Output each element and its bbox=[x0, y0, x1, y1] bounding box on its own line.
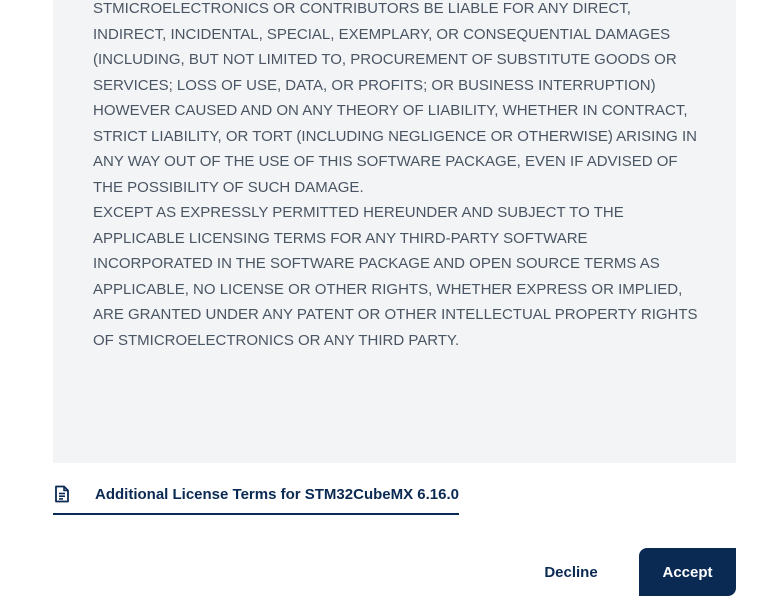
document-icon bbox=[53, 485, 71, 503]
decline-button[interactable]: Decline bbox=[527, 548, 615, 596]
license-paragraph: EXCEPT AS EXPRESSLY PERMITTED HEREUNDER AND SUBJECT TO THE APPLICABLE LICENSING TERMS FOR ANY THIRD-PARTY SOFTWARE INCORPORATED IN THE SOFTWARE PACKAGE AND OPEN SOURCE TERMS AS APPLICABLE, NO LICENSE OR OTHER RIGHTS, WHETHER EXPRESS OR IMPLIED, ARE GRANTED UNDER ANY PATENT OR OTHER INTELLECTUAL PROPERTY RIGHTS OF STMICROELECTRONICS OR ANY THIRD PARTY. bbox=[93, 204, 698, 349]
license-text bbox=[93, 0, 698, 353]
additional-license-terms-link[interactable] bbox=[53, 481, 459, 515]
additional-license-terms-label: Additional License Terms for STM32CubeMX 6.16.0 bbox=[95, 486, 459, 503]
accept-button[interactable]: Accept bbox=[639, 548, 736, 596]
license-paragraph: STMICROELECTRONICS OR CONTRIBUTORS BE LIABLE FOR ANY DIRECT, INDIRECT, INCIDENTAL, SPECIAL, EXEMPLARY, OR CONSEQUENTIAL DAMAGES (INCLUDING, BUT NOT LIMITED TO, PROCUREMENT OF SUBSTITUTE GOODS OR SERVICES; LOSS OF USE, DATA, OR PROFITS; OR BUSINESS INTERRUPTION) HOWEVER CAUSED AND ON ANY THEORY OF LIABILITY, WHETHER IN CONTRACT, STRICT LIABILITY, OR TORT (INCLUDING NEGLIGENCE OR OTHERWISE) ARISING IN ANY WAY OUT OF THE USE OF THIS SOFTWARE PACKAGE, EVEN IF ADVISED OF THE POSSIBILITY OF SUCH DAMAGE. bbox=[93, 0, 698, 196]
license-text-panel[interactable] bbox=[53, 0, 736, 463]
